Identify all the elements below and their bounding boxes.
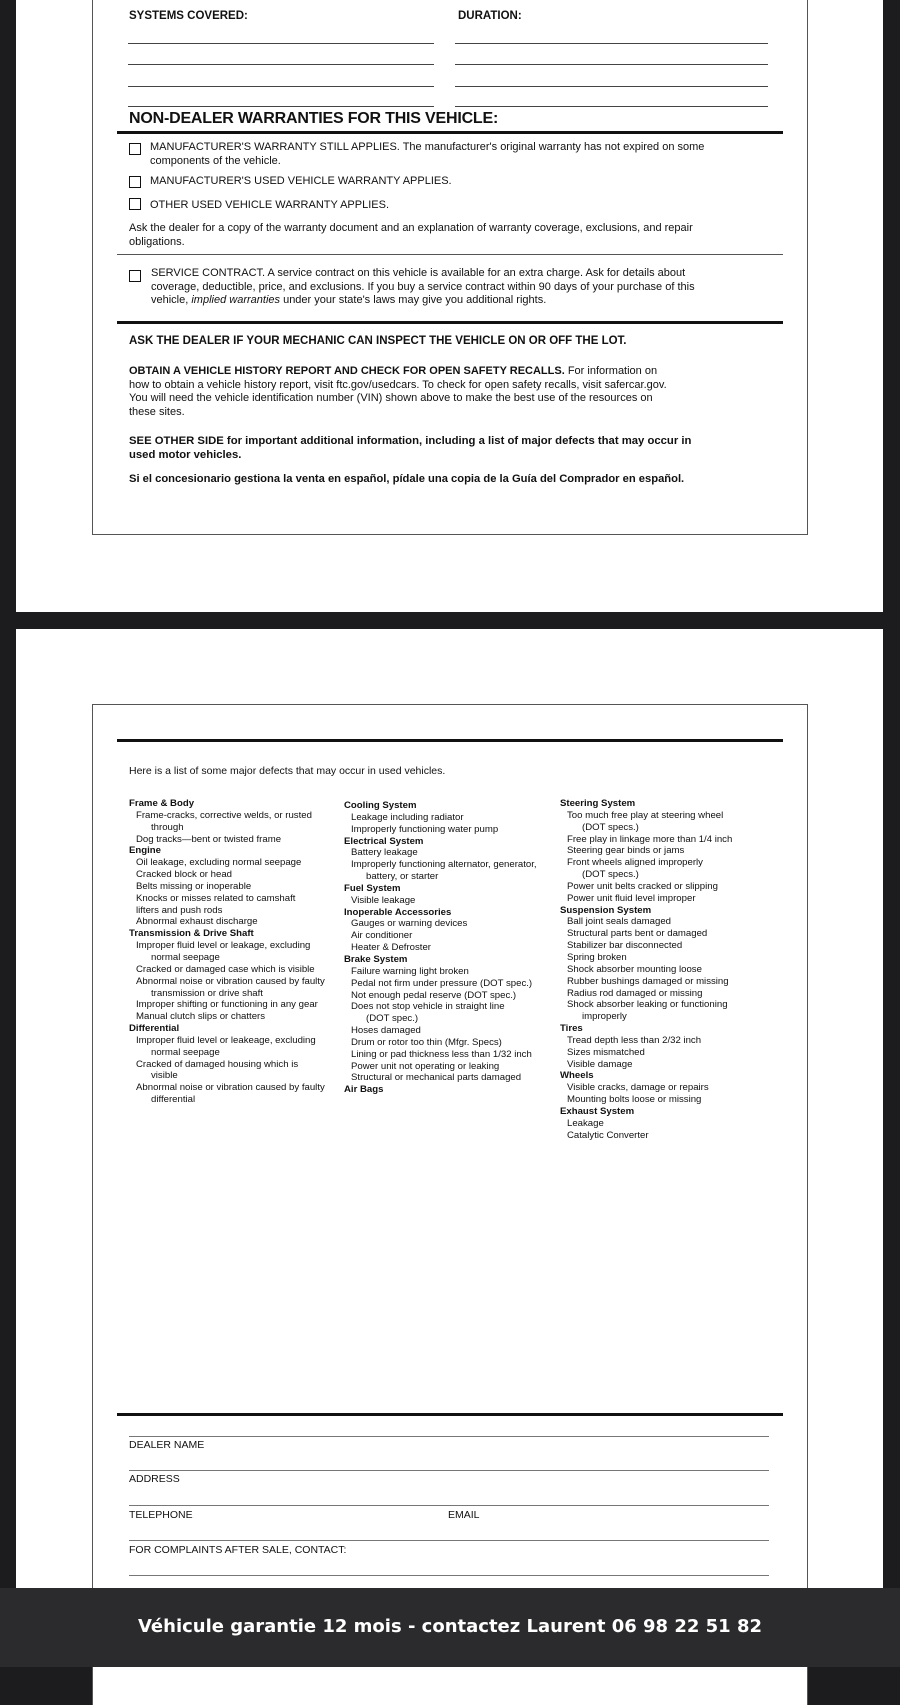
defect-item: Cracked or damaged case which is visible xyxy=(136,963,315,975)
caption-bar xyxy=(0,1588,900,1667)
email-label: EMAIL xyxy=(448,1509,480,1521)
defect-category: Inoperable Accessories xyxy=(344,906,452,918)
defect-item: Improperly functioning alternator, generator, xyxy=(351,859,537,871)
see-other-side-text: SEE OTHER SIDE for important additional information, including a list of major defects that may occur in used motor vehicles. xyxy=(129,435,692,461)
defect-item: Abnormal noise or vibration caused by faulty xyxy=(136,975,325,987)
defect-item: Shock absorber leaking or functioning xyxy=(567,999,728,1011)
service-contract-checkbox[interactable] xyxy=(129,270,141,282)
systems-covered-label: SYSTEMS COVERED: xyxy=(129,10,248,22)
other-warranty-checkbox[interactable] xyxy=(129,198,141,210)
other-warranty-text: OTHER USED VEHICLE WARRANTY APPLIES. xyxy=(150,199,390,211)
defect-item: visible xyxy=(151,1070,178,1082)
defect-item: Air conditioner xyxy=(351,930,413,942)
defect-item: improperly xyxy=(582,1011,627,1023)
defect-item: Visible leakage xyxy=(351,894,416,906)
defects-column-2 xyxy=(344,800,537,1096)
defect-item: Front wheels aligned improperly xyxy=(567,857,703,869)
defect-item: Improper shifting or functioning in any gear xyxy=(136,999,318,1011)
defect-category: Transmission & Drive Shaft xyxy=(129,928,254,940)
defect-item: Free play in linkage more than 1/4 inch xyxy=(567,833,733,845)
defect-item: Steering gear binds or jams xyxy=(567,845,685,857)
dealer-name-field[interactable] xyxy=(129,1470,769,1471)
defect-item: normal seepage xyxy=(151,1046,220,1058)
defect-item: Power unit not operating or leaking xyxy=(351,1060,500,1072)
defect-item: Tread depth less than 2/32 inch xyxy=(567,1034,702,1046)
defect-item: Drum or rotor too thin (Mfgr. Specs) xyxy=(351,1036,502,1048)
defect-item: Abnormal exhaust discharge xyxy=(136,916,258,928)
spanish-notice: Si el concesionario gestiona la venta en español, pídale una copia de la Guía del Comprador en español. xyxy=(129,473,685,485)
defect-category: Cooling System xyxy=(344,800,417,811)
defect-item: Improperly functioning water pump xyxy=(351,823,499,835)
defect-item: Heater & Defroster xyxy=(351,942,431,954)
section-divider xyxy=(117,254,783,255)
buyers-guide-page-back xyxy=(16,629,883,1667)
duration-line-3[interactable] xyxy=(455,86,768,87)
defect-item: Cracked of damaged housing which is xyxy=(136,1058,299,1070)
defect-item: Frame-cracks, corrective welds, or rusted xyxy=(136,809,312,821)
top-rule xyxy=(117,739,783,742)
address-label: ADDRESS xyxy=(129,1473,180,1485)
defect-item: Failure warning light broken xyxy=(351,965,469,977)
defect-item: Spring broken xyxy=(567,951,627,963)
used-vehicle-warranty-checkbox[interactable] xyxy=(129,176,141,188)
defect-item: battery, or starter xyxy=(366,871,439,883)
defect-item: Radius rod damaged or missing xyxy=(567,987,703,999)
defect-item: Sizes mismatched xyxy=(567,1046,645,1058)
defect-item: Stabilizer bar disconnected xyxy=(567,940,683,952)
defect-item: (DOT spec.) xyxy=(366,1013,419,1025)
telephone-label: TELEPHONE xyxy=(129,1509,193,1521)
defect-item: Ball joint seals damaged xyxy=(567,916,671,928)
defect-item: through xyxy=(151,821,184,833)
defect-category: Wheels xyxy=(560,1070,594,1082)
defect-item: Mounting bolts loose or missing xyxy=(567,1094,702,1106)
duration-line-4[interactable] xyxy=(455,106,768,107)
defect-category: Engine xyxy=(129,845,161,857)
systems-covered-line-2[interactable] xyxy=(128,64,434,65)
systems-covered-line-3[interactable] xyxy=(128,86,434,87)
defect-item: Rubber bushings damaged or missing xyxy=(567,975,729,987)
defects-column-1 xyxy=(129,798,325,1106)
manufacturer-warranty-text: MANUFACTURER'S WARRANTY STILL APPLIES. The manufacturer's original warranty has not expired on some components of the vehicle. xyxy=(150,141,705,167)
dealer-name-label: DEALER NAME xyxy=(129,1439,205,1451)
defect-item: Improper fluid level or leakage, excluding xyxy=(136,940,311,952)
heading-rule xyxy=(117,131,783,134)
defect-item: Manual clutch slips or chatters xyxy=(136,1011,266,1023)
telephone-email-field[interactable] xyxy=(129,1540,769,1541)
defect-category: Differential xyxy=(129,1023,180,1035)
defect-item: Improper fluid level or leakeage, excluding xyxy=(136,1034,316,1046)
defect-item: Gauges or warning devices xyxy=(351,918,468,930)
defect-item: Cracked block or head xyxy=(136,869,232,881)
defect-item: differential xyxy=(151,1094,196,1106)
mechanic-inspect-text: ASK THE DEALER IF YOUR MECHANIC CAN INSPECT THE VEHICLE ON OR OFF THE LOT. xyxy=(129,335,627,347)
defect-category: Fuel System xyxy=(344,882,401,894)
defect-item: Power unit fluid level improper xyxy=(567,892,696,904)
defect-item: (DOT specs.) xyxy=(582,869,639,881)
defect-item: Visible cracks, damage or repairs xyxy=(567,1082,709,1094)
defect-item: (DOT specs.) xyxy=(582,821,639,833)
systems-covered-line-4[interactable] xyxy=(128,106,434,107)
defect-category: Steering System xyxy=(560,798,636,809)
defect-item: Does not stop vehicle in straight line xyxy=(351,1001,505,1013)
defect-category: Suspension System xyxy=(560,904,652,916)
defect-item: Catalytic Converter xyxy=(567,1129,649,1141)
defect-item: Leakage including radiator xyxy=(351,811,464,823)
defect-item: Too much free play at steering wheel xyxy=(567,809,724,821)
systems-covered-line-1[interactable] xyxy=(128,43,434,44)
defect-item: Structural parts bent or damaged xyxy=(567,928,708,940)
defect-item: Power unit belts cracked or slipping xyxy=(567,880,718,892)
dealer-info-rule xyxy=(117,1413,783,1416)
form-frame-back xyxy=(92,704,808,1705)
defect-item: transmission or drive shaft xyxy=(151,987,263,999)
defect-item: Structural or mechanical parts damaged xyxy=(351,1072,522,1084)
ask-copy-text: Ask the dealer for a copy of the warranty document and an explanation of warranty coverage, exclusions, and repair obligations. xyxy=(129,222,693,248)
defect-item: Belts missing or inoperable xyxy=(136,880,252,892)
defect-item: Abnormal noise or vibration caused by faulty xyxy=(136,1082,325,1094)
defect-category: Tires xyxy=(560,1023,583,1035)
complaints-label: FOR COMPLAINTS AFTER SALE, CONTACT: xyxy=(129,1544,347,1556)
defect-category: Frame & Body xyxy=(129,798,195,809)
dealer-name-top-line xyxy=(129,1436,769,1437)
duration-line-2[interactable] xyxy=(455,64,768,65)
defect-item: normal seepage xyxy=(151,951,220,963)
defect-item: Not enough pedal reserve (DOT spec.) xyxy=(351,989,517,1001)
defect-category: Brake System xyxy=(344,953,408,965)
manufacturer-warranty-checkbox[interactable] xyxy=(129,143,141,155)
nondealer-warranties-heading: NON-DEALER WARRANTIES FOR THIS VEHICLE: xyxy=(129,110,499,127)
defects-intro: Here is a list of some major defects that may occur in used vehicles. xyxy=(129,765,446,777)
used-vehicle-warranty-text: MANUFACTURER'S USED VEHICLE WARRANTY APPLIES. xyxy=(150,175,452,187)
defect-item: Hoses damaged xyxy=(351,1025,421,1037)
defect-item: Dog tracks—bent or twisted frame xyxy=(136,833,282,845)
defect-item: Knocks or misses related to camshaft xyxy=(136,892,296,904)
complaints-field[interactable] xyxy=(129,1575,769,1576)
defect-category: Electrical System xyxy=(344,835,424,847)
defect-item: lifters and push rods xyxy=(136,904,223,916)
defect-item: Lining or pad thickness less than 1/32 inch xyxy=(351,1048,532,1060)
defect-item: Leakage xyxy=(567,1117,604,1129)
caption-text: Véhicule garantie 12 mois - contactez Laurent 06 98 22 51 82 xyxy=(137,1616,763,1637)
defect-item: Visible damage xyxy=(567,1058,633,1070)
duration-line-1[interactable] xyxy=(455,43,768,44)
defect-item: Oil leakage, excluding normal seepage xyxy=(136,857,302,869)
service-contract-rule xyxy=(117,321,783,324)
defect-item: Battery leakage xyxy=(351,847,418,859)
address-field[interactable] xyxy=(129,1505,769,1506)
vehicle-history-text: OBTAIN A VEHICLE HISTORY REPORT AND CHECK FOR OPEN SAFETY RECALLS. For information on how to obtain a vehicle history report, visit ftc.gov/usedcars. To check for open safety recalls, visit safercar.gov. You will need the vehicle identification number (VIN) shown above to make the best use of the resources on these sites. xyxy=(129,365,667,418)
buyers-guide-page-front xyxy=(16,0,883,612)
defect-item: Pedal not firm under pressure (DOT spec.) xyxy=(351,977,533,989)
defects-column-3 xyxy=(560,798,732,1141)
defect-item: Shock absorber mounting loose xyxy=(567,963,702,975)
form-frame-front xyxy=(92,0,808,535)
defect-category: Exhaust System xyxy=(560,1105,635,1117)
duration-label: DURATION: xyxy=(458,10,522,22)
defect-category: Air Bags xyxy=(344,1084,384,1096)
service-contract-text: SERVICE CONTRACT. A service contract on this vehicle is available for an extra charge. Ask for details about coverage, deductible, price, and exclusions. If you buy a service contract within 90 days of your purchase of this vehicle, implied warranties under your state's laws may give you additional rights. xyxy=(151,267,695,306)
